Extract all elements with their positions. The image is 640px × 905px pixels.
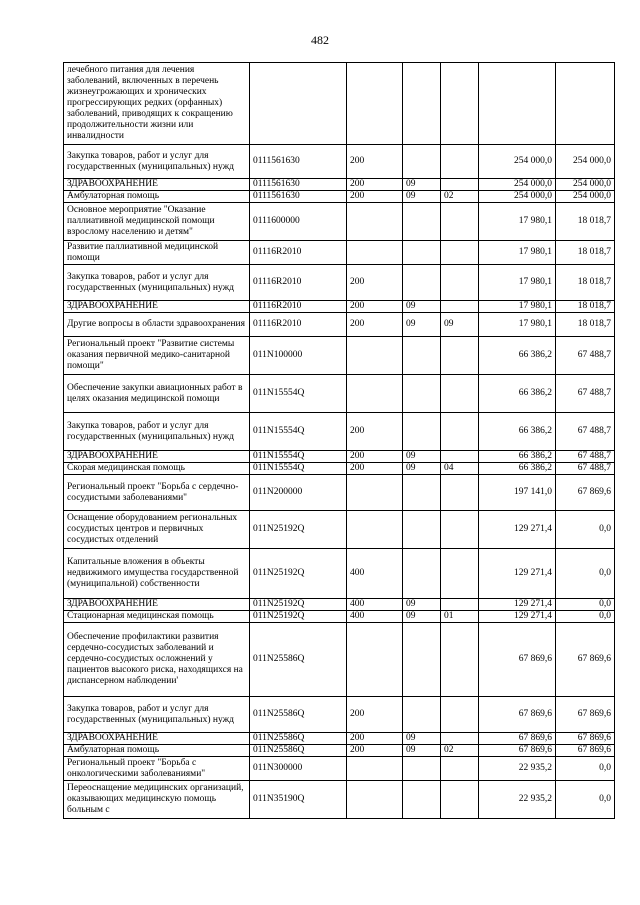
table-row <box>64 745 615 757</box>
section-cell <box>403 697 441 733</box>
section-cell <box>403 203 441 241</box>
target-code-cell: 011N25192Q <box>250 511 347 549</box>
subsection-cell <box>441 63 479 145</box>
amount-year2-cell: 0,0 <box>556 611 615 623</box>
section-cell: 09 <box>403 463 441 475</box>
amount-year2-cell: 18 018,7 <box>556 313 615 337</box>
target-code-cell: 011N300000 <box>250 757 347 781</box>
row-name-cell: Закупка товаров, работ и услуг для государственных (муниципальных) нужд <box>64 145 250 179</box>
subsection-cell <box>441 203 479 241</box>
subsection-cell <box>441 599 479 611</box>
amount-year1-cell: 66 386,2 <box>479 463 556 475</box>
amount-year1-cell: 254 000,0 <box>479 145 556 179</box>
target-code-cell: 011N200000 <box>250 475 347 511</box>
row-name-cell: ЗДРАВООХРАНЕНИЕ <box>64 301 250 313</box>
target-code-cell: 011N15554Q <box>250 463 347 475</box>
page-number: 482 <box>311 33 329 47</box>
subsection-cell <box>441 265 479 301</box>
target-code-cell: 011N15554Q <box>250 413 347 451</box>
table-row <box>64 265 615 301</box>
table-row <box>64 337 615 375</box>
target-code-cell: 0111561630 <box>250 145 347 179</box>
row-name-cell: ЗДРАВООХРАНЕНИЕ <box>64 733 250 745</box>
amount-year2-cell: 67 488,7 <box>556 413 615 451</box>
expense-group-cell <box>347 63 403 145</box>
section-cell: 09 <box>403 599 441 611</box>
table-row <box>64 301 615 313</box>
target-code-cell: 011N25192Q <box>250 599 347 611</box>
amount-year1-cell: 17 980,1 <box>479 241 556 265</box>
row-name-cell: лечебного питания для лечения заболеваний, включенных в перечень жизнеугрожающих и хронических прогрессирующих редких (орфанных) заболеваний, приводящих к сокращению продолжительности жизни или инвалидности <box>64 63 250 145</box>
subsection-cell <box>441 179 479 191</box>
expense-group-cell <box>347 203 403 241</box>
subsection-cell <box>441 301 479 313</box>
table-row <box>64 413 615 451</box>
amount-year1-cell: 66 386,2 <box>479 413 556 451</box>
expense-group-cell: 200 <box>347 145 403 179</box>
expense-group-cell: 200 <box>347 463 403 475</box>
amount-year1-cell: 254 000,0 <box>479 191 556 203</box>
section-cell: 09 <box>403 611 441 623</box>
expense-group-cell: 200 <box>347 179 403 191</box>
target-code-cell: 011N25586Q <box>250 745 347 757</box>
budget-table <box>63 62 615 819</box>
amount-year2-cell: 0,0 <box>556 511 615 549</box>
expense-group-cell: 200 <box>347 697 403 733</box>
row-name-cell: Развитие паллиативной медицинской помощи <box>64 241 250 265</box>
expense-group-cell: 200 <box>347 745 403 757</box>
amount-year2-cell: 0,0 <box>556 757 615 781</box>
section-cell: 09 <box>403 733 441 745</box>
expense-group-cell <box>347 623 403 697</box>
subsection-cell <box>441 375 479 413</box>
subsection-cell: 09 <box>441 313 479 337</box>
table-row <box>64 463 615 475</box>
expense-group-cell: 400 <box>347 599 403 611</box>
amount-year2-cell: 254 000,0 <box>556 179 615 191</box>
amount-year2-cell: 67 869,6 <box>556 475 615 511</box>
subsection-cell <box>441 549 479 599</box>
target-code-cell: 011N100000 <box>250 337 347 375</box>
table-row <box>64 63 615 145</box>
row-name-cell: Основное мероприятие "Оказание паллиативной медицинской помощи взрослому населению и детям" <box>64 203 250 241</box>
table-row <box>64 549 615 599</box>
row-name-cell: ЗДРАВООХРАНЕНИЕ <box>64 599 250 611</box>
expense-group-cell: 200 <box>347 451 403 463</box>
section-cell <box>403 337 441 375</box>
expense-group-cell: 400 <box>347 549 403 599</box>
table-row <box>64 313 615 337</box>
amount-year2-cell: 18 018,7 <box>556 241 615 265</box>
target-code-cell: 0111600000 <box>250 203 347 241</box>
amount-year2-cell: 0,0 <box>556 549 615 599</box>
target-code-cell: 011N35190Q <box>250 781 347 819</box>
table-row <box>64 241 615 265</box>
target-code-cell: 0111561630 <box>250 179 347 191</box>
row-name-cell: Обеспечение закупки авиационных работ в целях оказания медицинской помощи <box>64 375 250 413</box>
section-cell <box>403 475 441 511</box>
target-code-cell: 01116R2010 <box>250 241 347 265</box>
table-row <box>64 733 615 745</box>
row-name-cell: Региональный проект "Борьба с онкологическими заболеваниями" <box>64 757 250 781</box>
subsection-cell: 02 <box>441 191 479 203</box>
row-name-cell: ЗДРАВООХРАНЕНИЕ <box>64 451 250 463</box>
section-cell: 09 <box>403 191 441 203</box>
subsection-cell <box>441 451 479 463</box>
amount-year2-cell <box>556 63 615 145</box>
target-code-cell: 011N25192Q <box>250 549 347 599</box>
amount-year2-cell: 67 869,6 <box>556 733 615 745</box>
row-name-cell: Закупка товаров, работ и услуг для государственных (муниципальных) нужд <box>64 413 250 451</box>
subsection-cell <box>441 241 479 265</box>
amount-year2-cell: 67 869,6 <box>556 697 615 733</box>
subsection-cell <box>441 337 479 375</box>
amount-year1-cell: 67 869,6 <box>479 697 556 733</box>
section-cell <box>403 623 441 697</box>
target-code-cell: 011N15554Q <box>250 451 347 463</box>
amount-year2-cell: 67 488,7 <box>556 451 615 463</box>
expense-group-cell: 200 <box>347 265 403 301</box>
section-cell: 09 <box>403 179 441 191</box>
amount-year1-cell: 129 271,4 <box>479 549 556 599</box>
section-cell: 09 <box>403 313 441 337</box>
row-name-cell: ЗДРАВООХРАНЕНИЕ <box>64 179 250 191</box>
table-row <box>64 781 615 819</box>
target-code-cell <box>250 63 347 145</box>
target-code-cell: 011N25586Q <box>250 623 347 697</box>
amount-year2-cell: 18 018,7 <box>556 265 615 301</box>
subsection-cell <box>441 145 479 179</box>
subsection-cell <box>441 623 479 697</box>
amount-year1-cell: 67 869,6 <box>479 733 556 745</box>
table-row <box>64 451 615 463</box>
target-code-cell: 011N25586Q <box>250 697 347 733</box>
subsection-cell <box>441 757 479 781</box>
section-cell <box>403 757 441 781</box>
subsection-cell <box>441 733 479 745</box>
section-cell <box>403 145 441 179</box>
expense-group-cell: 400 <box>347 611 403 623</box>
section-cell <box>403 781 441 819</box>
subsection-cell <box>441 413 479 451</box>
table-body <box>64 63 615 819</box>
table-row <box>64 145 615 179</box>
amount-year1-cell: 66 386,2 <box>479 375 556 413</box>
row-name-cell: Закупка товаров, работ и услуг для государственных (муниципальных) нужд <box>64 697 250 733</box>
amount-year2-cell: 254 000,0 <box>556 191 615 203</box>
expense-group-cell <box>347 475 403 511</box>
expense-group-cell: 200 <box>347 301 403 313</box>
table-row <box>64 511 615 549</box>
section-cell <box>403 241 441 265</box>
row-name-cell: Региональный проект "Борьба с сердечно-сосудистыми заболеваниями" <box>64 475 250 511</box>
section-cell: 09 <box>403 301 441 313</box>
table-row <box>64 623 615 697</box>
amount-year1-cell: 17 980,1 <box>479 313 556 337</box>
amount-year1-cell: 17 980,1 <box>479 203 556 241</box>
section-cell <box>403 63 441 145</box>
expense-group-cell <box>347 375 403 413</box>
amount-year1-cell: 17 980,1 <box>479 301 556 313</box>
target-code-cell: 01116R2010 <box>250 301 347 313</box>
expense-group-cell: 200 <box>347 313 403 337</box>
row-name-cell: Переоснащение медицинских организаций, оказывающих медицинскую помощь больным с <box>64 781 250 819</box>
amount-year1-cell: 66 386,2 <box>479 337 556 375</box>
subsection-cell: 01 <box>441 611 479 623</box>
subsection-cell <box>441 511 479 549</box>
row-name-cell: Обеспечение профилактики развития сердечно-сосудистых заболеваний и сердечно-сосудистых осложнений у пациентов высокого риска, находящихся на диспансерном наблюдении' <box>64 623 250 697</box>
amount-year1-cell: 67 869,6 <box>479 623 556 697</box>
table-row <box>64 611 615 623</box>
target-code-cell: 011N25192Q <box>250 611 347 623</box>
table-row <box>64 375 615 413</box>
section-cell: 09 <box>403 451 441 463</box>
amount-year1-cell: 22 935,2 <box>479 757 556 781</box>
expense-group-cell: 200 <box>347 733 403 745</box>
amount-year1-cell: 197 141,0 <box>479 475 556 511</box>
section-cell <box>403 375 441 413</box>
amount-year1-cell: 17 980,1 <box>479 265 556 301</box>
table-row <box>64 191 615 203</box>
section-cell <box>403 413 441 451</box>
table-row <box>64 697 615 733</box>
table-row <box>64 203 615 241</box>
amount-year1-cell: 129 271,4 <box>479 511 556 549</box>
target-code-cell: 011N25586Q <box>250 733 347 745</box>
amount-year1-cell: 66 386,2 <box>479 451 556 463</box>
subsection-cell <box>441 475 479 511</box>
amount-year2-cell: 18 018,7 <box>556 203 615 241</box>
table-row <box>64 757 615 781</box>
table-row <box>64 179 615 191</box>
row-name-cell: Стационарная медицинская помощь <box>64 611 250 623</box>
expense-group-cell <box>347 511 403 549</box>
row-name-cell: Амбулаторная помощь <box>64 745 250 757</box>
row-name-cell: Амбулаторная помощь <box>64 191 250 203</box>
row-name-cell: Другие вопросы в области здравоохранения <box>64 313 250 337</box>
subsection-cell <box>441 781 479 819</box>
amount-year2-cell: 67 869,6 <box>556 745 615 757</box>
amount-year1-cell: 129 271,4 <box>479 599 556 611</box>
row-name-cell: Закупка товаров, работ и услуг для государственных (муниципальных) нужд <box>64 265 250 301</box>
section-cell <box>403 549 441 599</box>
expense-group-cell <box>347 241 403 265</box>
target-code-cell: 0111561630 <box>250 191 347 203</box>
row-name-cell: Региональный проект "Развитие системы оказания первичной медико-санитарной помощи" <box>64 337 250 375</box>
amount-year2-cell: 0,0 <box>556 781 615 819</box>
amount-year1-cell: 67 869,6 <box>479 745 556 757</box>
amount-year2-cell: 67 488,7 <box>556 337 615 375</box>
amount-year1-cell: 129 271,4 <box>479 611 556 623</box>
amount-year2-cell: 0,0 <box>556 599 615 611</box>
amount-year2-cell: 67 488,7 <box>556 375 615 413</box>
amount-year1-cell: 22 935,2 <box>479 781 556 819</box>
expense-group-cell: 200 <box>347 413 403 451</box>
section-cell <box>403 511 441 549</box>
amount-year1-cell: 254 000,0 <box>479 179 556 191</box>
amount-year2-cell: 67 869,6 <box>556 623 615 697</box>
expense-group-cell <box>347 781 403 819</box>
row-name-cell: Оснащение оборудованием региональных сосудистых центров и первичных сосудистых отделений <box>64 511 250 549</box>
expense-group-cell <box>347 337 403 375</box>
table-row <box>64 475 615 511</box>
amount-year2-cell: 67 488,7 <box>556 463 615 475</box>
subsection-cell <box>441 697 479 733</box>
section-cell <box>403 265 441 301</box>
expense-group-cell <box>347 757 403 781</box>
target-code-cell: 01116R2010 <box>250 313 347 337</box>
row-name-cell: Скорая медицинская помощь <box>64 463 250 475</box>
section-cell: 09 <box>403 745 441 757</box>
row-name-cell: Капитальные вложения в объекты недвижимого имущества государственной (муниципальной) собственности <box>64 549 250 599</box>
target-code-cell: 01116R2010 <box>250 265 347 301</box>
amount-year2-cell: 254 000,0 <box>556 145 615 179</box>
subsection-cell: 02 <box>441 745 479 757</box>
amount-year2-cell: 18 018,7 <box>556 301 615 313</box>
amount-year1-cell <box>479 63 556 145</box>
table-row <box>64 599 615 611</box>
subsection-cell: 04 <box>441 463 479 475</box>
target-code-cell: 011N15554Q <box>250 375 347 413</box>
expense-group-cell: 200 <box>347 191 403 203</box>
